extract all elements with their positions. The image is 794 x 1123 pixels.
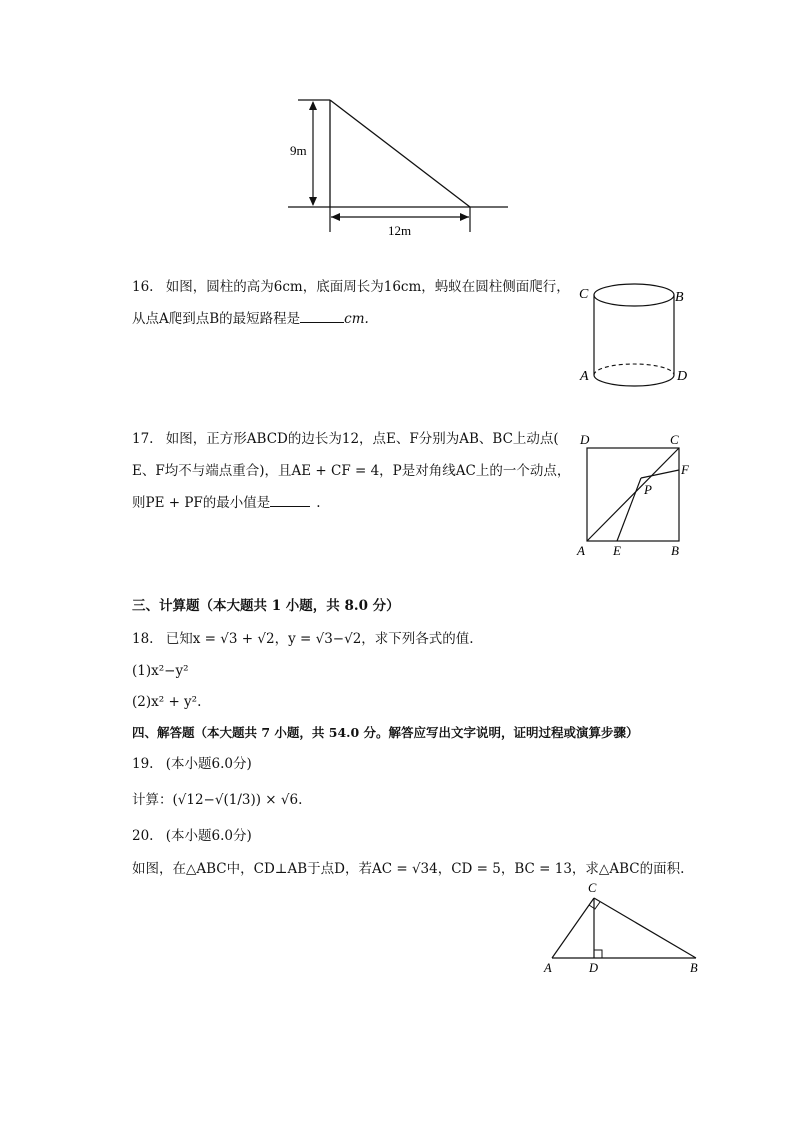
q16-number: 16.: [132, 279, 154, 295]
label-C: C: [670, 432, 679, 447]
q17-line1: [132, 430, 559, 448]
cylinder-bottom-back: [594, 364, 674, 375]
label-A: A: [577, 543, 585, 558]
q18-number: 18.: [132, 631, 154, 647]
label-B: B: [675, 290, 684, 305]
q17-stem-line2: E、F均不与端点重合)，且AE + CF = 4，P是对角线AC上的一个动点，: [132, 463, 571, 479]
q16-line2: [132, 310, 369, 328]
base-label: 12m: [388, 223, 412, 238]
segment-PF: [641, 470, 679, 478]
answer-blank[interactable]: [300, 310, 344, 323]
q19-expression: 计算：(√12−√(1/3)) × √6.: [132, 792, 303, 808]
arrow-left-icon: [331, 213, 340, 221]
side-AC: [552, 898, 594, 958]
label-F: F: [681, 462, 689, 477]
q18-stem-b: √3 + √2，y = √3−√2，求下列各式的值.: [220, 631, 474, 647]
label-D: D: [589, 961, 599, 975]
q18-stem: [132, 630, 474, 648]
label-D: D: [677, 369, 688, 384]
cylinder-bottom-front: [594, 375, 674, 386]
figure-q15-ladder: [280, 92, 520, 242]
q16-line1: [132, 278, 570, 296]
q20-header: [132, 827, 252, 845]
answer-blank[interactable]: [270, 494, 310, 507]
q19-points: (本小题6.0分): [165, 756, 252, 772]
label-C: C: [588, 881, 597, 895]
q18-part1: (1)x²−y²: [132, 663, 189, 679]
label-D: D: [580, 432, 590, 447]
right-angle-D-icon: [594, 950, 602, 958]
q16-unit: cm.: [344, 311, 369, 327]
q17-line2: [132, 462, 570, 480]
label-A: A: [580, 369, 589, 384]
segment-PE: [617, 478, 641, 541]
q18-stem-a: 已知x =: [165, 631, 221, 647]
q17-line3: [132, 494, 321, 512]
height-label: 9m: [290, 143, 307, 158]
label-E: E: [613, 543, 621, 558]
hypotenuse: [330, 100, 470, 207]
label-A: A: [544, 961, 552, 975]
q16-stem-line2: 从点A爬到点B的最短路程是: [132, 311, 301, 327]
diagonal-AC: [587, 448, 679, 541]
q16-stem-line1: 如图，圆柱的高为6cm，底面周长为16cm，蚂蚁在圆柱侧面爬行，: [165, 279, 570, 295]
q19-number: 19.: [132, 756, 154, 772]
arrow-up-icon: [309, 101, 317, 110]
q19-header: [132, 755, 252, 773]
q17-stem-line3: 则PE + PF的最小值是: [132, 495, 271, 511]
label-C: C: [579, 287, 589, 302]
q20-points: (本小题6.0分): [165, 828, 252, 844]
q17-period: .: [316, 495, 321, 511]
label-B: B: [671, 543, 679, 558]
q18-part2: (2)x² + y².: [132, 694, 202, 710]
arrow-right-icon: [460, 213, 469, 221]
figure-q17-square: [572, 430, 702, 565]
arrow-down-icon: [309, 197, 317, 206]
cylinder-top: [594, 284, 674, 306]
section3-heading: 三、计算题（本大题共 1 小题，共 8.0 分）: [132, 598, 400, 614]
figure-q20-triangle: [540, 876, 710, 978]
label-P: P: [644, 482, 652, 497]
q20-stem: 如图，在△ABC中，CD⊥AB于点D，若AC = √34，CD = 5，BC = 13，求△ABC的面积.: [132, 861, 685, 877]
side-CB: [594, 898, 696, 958]
label-B: B: [690, 961, 698, 975]
q17-stem-line1: 如图，正方形ABCD的边长为12，点E、F分别为AB、BC上动点(: [165, 431, 559, 447]
section4-heading: 四、解答题（本大题共 7 小题，共 54.0 分。解答应写出文字说明，证明过程或演算步骤）: [132, 725, 639, 740]
q17-number: 17.: [132, 431, 154, 447]
figure-q16-cylinder: [572, 278, 702, 398]
q20-number: 20.: [132, 828, 154, 844]
